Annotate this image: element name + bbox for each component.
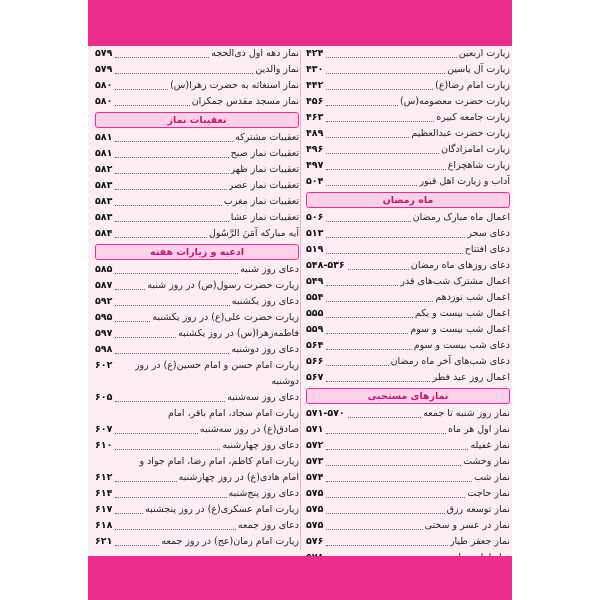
toc-entry	[306, 438, 510, 454]
section-header-ramadan	[306, 192, 510, 208]
leader-dots	[115, 352, 229, 354]
page-number: ۵۸۲	[95, 164, 113, 175]
page-number: ۵۸۱	[95, 148, 113, 159]
entry-title: اعمال ماه مبارک رمضان	[412, 212, 510, 223]
entry-title: نماز شب	[474, 472, 510, 483]
page-number: ۵۷۳	[306, 456, 324, 467]
toc-entry	[306, 242, 510, 258]
entry-title: صادق(ع) در روز سه‌شنبه	[199, 424, 299, 435]
entry-title: اعمال شب بیست و سوم	[410, 324, 510, 335]
leader-dots	[115, 400, 225, 402]
leader-dots	[115, 288, 145, 290]
page-number: ۶۱۲	[95, 472, 113, 483]
toc-entry	[95, 146, 299, 162]
leader-dots	[115, 448, 220, 450]
toc-entry	[306, 110, 510, 126]
left-group-2	[95, 130, 299, 242]
leader-dots	[115, 188, 226, 190]
left-group-1	[95, 46, 299, 110]
page-number: ۶۱۸	[95, 520, 113, 531]
entry-title: زیارت جامعه کبیره	[436, 112, 510, 123]
toc-entry	[95, 210, 299, 226]
entry-title: نماز مسجد مقدس جمکران	[191, 96, 299, 107]
entry-title: نماز روز شنبه تا جمعه	[423, 408, 510, 419]
entry-title: دعای سحر	[467, 228, 510, 239]
entry-title: زیارت اربعین	[458, 48, 510, 59]
toc-entry	[306, 62, 510, 78]
entry-title: زیارت حضرت معصومه(س)	[399, 96, 510, 107]
leader-dots	[115, 480, 176, 482]
entry-title: زیارت حضرت عبدالعظیم	[411, 128, 510, 139]
toc-entry	[306, 258, 510, 274]
leader-dots	[348, 416, 421, 418]
leader-dots	[326, 528, 422, 530]
page-number: ۵۹۸	[95, 344, 113, 355]
page-number: ۵۸۰	[95, 96, 113, 107]
section-header-weekly-supplications	[95, 244, 299, 260]
entry-title: زیارت امام سجاد، امام باقر، امام	[168, 408, 299, 419]
entry-title: نماز اول هر ماه	[447, 424, 510, 435]
contents-sheet	[88, 46, 512, 556]
entry-title: اعمال شب بیست و یکم	[414, 308, 510, 319]
entry-title: نماز غفیله	[470, 440, 510, 451]
entry-title: دعای روز چهارشنبه	[222, 440, 299, 451]
section-header-label: ادعیه و زیارات هفته	[149, 246, 245, 258]
page-number: ۴۹۶	[306, 144, 324, 155]
entry-title: دعای روز یکشنبه	[231, 296, 299, 307]
toc-entry	[306, 46, 510, 62]
entry-title: نماز استغاثه به حضرت زهرا(س)	[170, 80, 299, 91]
leader-dots	[115, 56, 209, 58]
page-number: ۵۷۵	[306, 504, 324, 515]
page-number: ۵۵۹	[306, 324, 324, 335]
page-number: ۴۳۰	[306, 64, 324, 75]
toc-entry	[95, 406, 299, 422]
entry-title: تعقیبات نماز صبح	[230, 148, 299, 159]
entry-title: دعای روز شنبه	[240, 264, 299, 275]
toc-entry-continuation	[95, 374, 299, 390]
leader-dots	[326, 464, 461, 466]
entry-title: زیارت امام رضا(ع)	[435, 80, 510, 91]
page-number: ۵۸۵	[95, 264, 113, 275]
toc-entry	[95, 278, 299, 294]
toc-entry	[306, 290, 510, 306]
leader-dots	[326, 184, 417, 186]
entry-title: زیارت امام عسکری(ع) در روز پنجشنبه	[145, 504, 299, 515]
toc-entry	[306, 338, 510, 354]
page-number: ۶۰۵	[95, 392, 113, 403]
toc-entry-continuation	[95, 470, 299, 486]
entry-title: زیارت حضرت رسول(ص) در روز شنبه	[147, 280, 299, 291]
page-number: ۵۱۹	[306, 244, 324, 255]
left-column	[95, 46, 299, 556]
toc-entry	[306, 470, 510, 486]
entry-title: دوشنبه	[271, 376, 299, 387]
column-divider	[300, 50, 301, 550]
right-column	[306, 46, 510, 556]
entry-title: اعمال مشترک شب‌های قدر	[400, 276, 510, 287]
page-number: ۵۹۲	[95, 296, 113, 307]
entry-title: تعقیبات مشترکه	[235, 132, 299, 143]
page-number: ۶۱۷	[95, 504, 113, 515]
section-header-label: ماه رمضان	[382, 194, 434, 206]
right-group-3	[306, 406, 510, 566]
leader-dots	[326, 88, 433, 90]
entry-title: نماز دهه اول ذی‌الحجه	[211, 48, 299, 59]
entry-title: آداب و زیارت اهل قبور	[419, 176, 510, 187]
toc-entry	[95, 518, 299, 534]
page-number: ۵۷۵	[306, 488, 324, 499]
entry-title: زیارت آل یاسین	[447, 64, 510, 75]
page-number: ۵۷۲	[306, 440, 324, 451]
leader-dots	[326, 316, 413, 318]
toc-entry	[95, 226, 299, 242]
toc-entry	[95, 62, 299, 78]
leader-dots	[326, 168, 445, 170]
toc-entry	[95, 310, 299, 326]
toc-entry	[95, 486, 299, 502]
toc-entry	[306, 274, 510, 290]
leader-dots	[115, 172, 228, 174]
page-number: ۴۲۴	[306, 48, 324, 59]
leader-dots	[326, 72, 445, 74]
page-number: ۴۶۳	[306, 112, 324, 123]
toc-entry	[306, 502, 510, 518]
page-number: ۵۷۶	[306, 536, 324, 547]
toc-entry	[306, 174, 510, 190]
leader-dots	[326, 380, 430, 382]
page-number: ۵۷۴	[306, 472, 324, 483]
leader-dots	[115, 512, 143, 514]
leader-dots	[326, 480, 472, 482]
page-number: ۶۱۴	[95, 488, 113, 499]
toc-entry	[306, 422, 510, 438]
entry-title: دعای روز جمعه	[237, 520, 299, 531]
entry-title: دعای روز دوشنبه	[231, 344, 299, 355]
leader-dots	[115, 336, 176, 338]
leader-dots	[115, 432, 197, 434]
toc-entry	[306, 226, 510, 242]
toc-entry	[95, 326, 299, 342]
page-number: ۵۸۴	[95, 228, 113, 239]
leader-dots	[326, 220, 410, 222]
page-number: ۵۵۵	[306, 308, 324, 319]
entry-title: زیارت شاهچراغ	[447, 160, 510, 171]
toc-entry	[95, 294, 299, 310]
entry-title: زیارت حضرت علی(ع) در روز یکشنبه	[152, 312, 299, 323]
page-number: ۵۶۶	[306, 356, 324, 367]
toc-entry	[306, 78, 510, 94]
toc-entry	[95, 46, 299, 62]
entry-title: نماز والدین	[255, 64, 299, 75]
page-number: ۶۱۰	[95, 440, 113, 451]
toc-entry	[306, 454, 510, 470]
entry-title: دعای شب‌های آخر ماه رمضان	[390, 356, 510, 367]
page-number: ۶۰۷	[95, 424, 113, 435]
page-number: ۵۰۶	[306, 212, 324, 223]
leader-dots	[326, 432, 446, 434]
leader-dots	[115, 140, 233, 142]
toc-entry	[306, 518, 510, 534]
entry-title: تعقیبات نماز ظهر	[230, 164, 299, 175]
toc-entry	[95, 454, 299, 470]
page-number: ۵۶۷	[306, 372, 324, 383]
toc-entry	[95, 130, 299, 146]
section-header-label: تعقیبات نماز	[167, 114, 227, 126]
toc-entry	[306, 406, 510, 422]
page-number: ۴۴۲	[306, 80, 324, 91]
page-number: ۵۵۴	[306, 292, 324, 303]
page-number: ۵۸۱	[95, 132, 113, 143]
top-color-band	[88, 0, 512, 46]
entry-title: دعای روزهای ماه رمضان	[410, 260, 510, 271]
toc-entry	[306, 126, 510, 142]
leader-dots	[326, 496, 465, 498]
leader-dots	[115, 272, 238, 274]
leader-dots	[115, 220, 228, 222]
leader-dots	[115, 528, 236, 530]
left-group-3a	[95, 262, 299, 358]
leader-dots	[326, 136, 409, 138]
page-number: ۵۷۱-۵۷۰	[306, 408, 345, 419]
toc-entry	[306, 354, 510, 370]
right-group-2	[306, 210, 510, 386]
entry-title: دعای شب بیست و سوم	[413, 340, 510, 351]
page-number: ۵۶۴	[306, 340, 324, 351]
leader-dots	[326, 448, 468, 450]
toc-entry	[306, 210, 510, 226]
toc-entry	[306, 306, 510, 322]
toc-entry	[95, 438, 299, 454]
leader-dots	[326, 56, 456, 58]
leader-dots	[326, 120, 434, 122]
page-number: ۵۸۳	[95, 212, 113, 223]
section-header-recommended-prayers	[306, 388, 510, 404]
leader-dots	[115, 544, 159, 546]
entry-title: دعای افتتاح	[464, 244, 510, 255]
entry-title: نماز حاجت	[467, 488, 510, 499]
entry-title: زیارت امام زمان(عج) در روز جمعه	[161, 536, 299, 547]
right-group-1	[306, 46, 510, 190]
page-number: ۶۲۱	[95, 536, 113, 547]
entry-title: اعمال شب نوزدهم	[435, 292, 510, 303]
leader-dots	[115, 72, 253, 74]
toc-entry	[95, 358, 299, 374]
page-number: ۵۸۷	[95, 280, 113, 291]
toc-entry	[306, 158, 510, 174]
leader-dots	[115, 88, 168, 90]
page-number: ۵۷۱	[306, 424, 324, 435]
entry-title: اعمال روز عید فطر	[432, 372, 510, 383]
toc-entry	[95, 390, 299, 406]
page-number: ۵۸۳	[95, 196, 113, 207]
entry-title: تعقیبات نماز مغرب	[223, 196, 299, 207]
toc-entry	[306, 370, 510, 386]
page-number: ۵۷۹	[95, 48, 113, 59]
toc-entry	[306, 534, 510, 550]
page-number: ۵۷۹	[95, 64, 113, 75]
page-number: ۵۱۳	[306, 228, 324, 239]
section-header-label: نمازهای مستحبی	[367, 390, 449, 402]
toc-entry	[95, 94, 299, 110]
toc-entry-continuation	[95, 422, 299, 438]
leader-dots	[326, 284, 398, 286]
left-group-3b	[95, 486, 299, 550]
leader-dots	[326, 300, 433, 302]
entry-title: نماز وحشت	[463, 456, 510, 467]
leader-dots	[115, 104, 189, 106]
section-header-prayer-supplements	[95, 112, 299, 128]
leader-dots	[326, 104, 398, 106]
leader-dots	[115, 320, 150, 322]
toc-entry	[306, 142, 510, 158]
leader-dots	[326, 364, 388, 366]
leader-dots	[326, 252, 462, 254]
entry-title: امام هادی(ع) در روز چهارشنبه	[178, 472, 299, 483]
leader-dots	[115, 496, 226, 498]
toc-entry	[95, 194, 299, 210]
toc-entry	[95, 162, 299, 178]
leader-dots	[115, 304, 229, 306]
toc-entry	[306, 486, 510, 502]
entry-title: تعقیبات نماز عشا	[230, 212, 299, 223]
page-number: ۵۸۳	[95, 180, 113, 191]
leader-dots	[326, 236, 465, 238]
toc-entry	[306, 94, 510, 110]
toc-entry	[95, 78, 299, 94]
entry-title: زیارت امامزادگان	[441, 144, 510, 155]
entry-title: فاطمه‌زهرا(س) در روز یکشنبه	[178, 328, 299, 339]
page-number: ۵۸۰	[95, 80, 113, 91]
entry-title: دعای روز سه‌شنبه	[227, 392, 299, 403]
page-number: ۵۹۷	[95, 328, 113, 339]
page-number: ۴۹۷	[306, 160, 324, 171]
page-number: ۴۸۹	[306, 128, 324, 139]
entry-title: زیارت امام حسن و امام حسین(ع) در روز	[134, 360, 299, 371]
entry-title: نماز توسعه رزق	[446, 504, 510, 515]
page-number: ۵۷۵	[306, 520, 324, 531]
leader-dots	[326, 152, 439, 154]
toc-entry	[95, 534, 299, 550]
entry-title: نماز جعفر طیار	[449, 536, 510, 547]
leader-dots	[115, 204, 221, 206]
toc-entry	[306, 322, 510, 338]
entry-title: آیه مبارکه آمَنَ الرَّسُول	[209, 228, 299, 239]
entry-title: زیارت امام کاظم، امام رضا، امام جواد و	[139, 456, 299, 467]
leader-dots	[115, 156, 228, 158]
toc-entry	[95, 178, 299, 194]
leader-dots	[115, 236, 207, 238]
entry-title: دعای روز پنج‌شنبه	[228, 488, 299, 499]
leader-dots	[348, 268, 409, 270]
entry-title: نماز در عسر و سختی	[424, 520, 510, 531]
bottom-color-band	[88, 556, 512, 600]
leader-dots	[326, 544, 448, 546]
leader-dots	[326, 348, 411, 350]
page-number: ۵۰۴	[306, 176, 324, 187]
page-number: ۴۵۶	[306, 96, 324, 107]
leader-dots	[326, 332, 408, 334]
page-number: ۵۹۵	[95, 312, 113, 323]
page-number: ۵۴۸-۵۳۶	[306, 260, 345, 271]
entry-title: تعقیبات نماز عصر	[228, 180, 299, 191]
toc-entry	[95, 262, 299, 278]
toc-entry	[95, 342, 299, 358]
page-number: ۶۰۲	[95, 360, 113, 371]
leader-dots	[326, 512, 444, 514]
page-number: ۵۴۹	[306, 276, 324, 287]
toc-entry	[95, 502, 299, 518]
